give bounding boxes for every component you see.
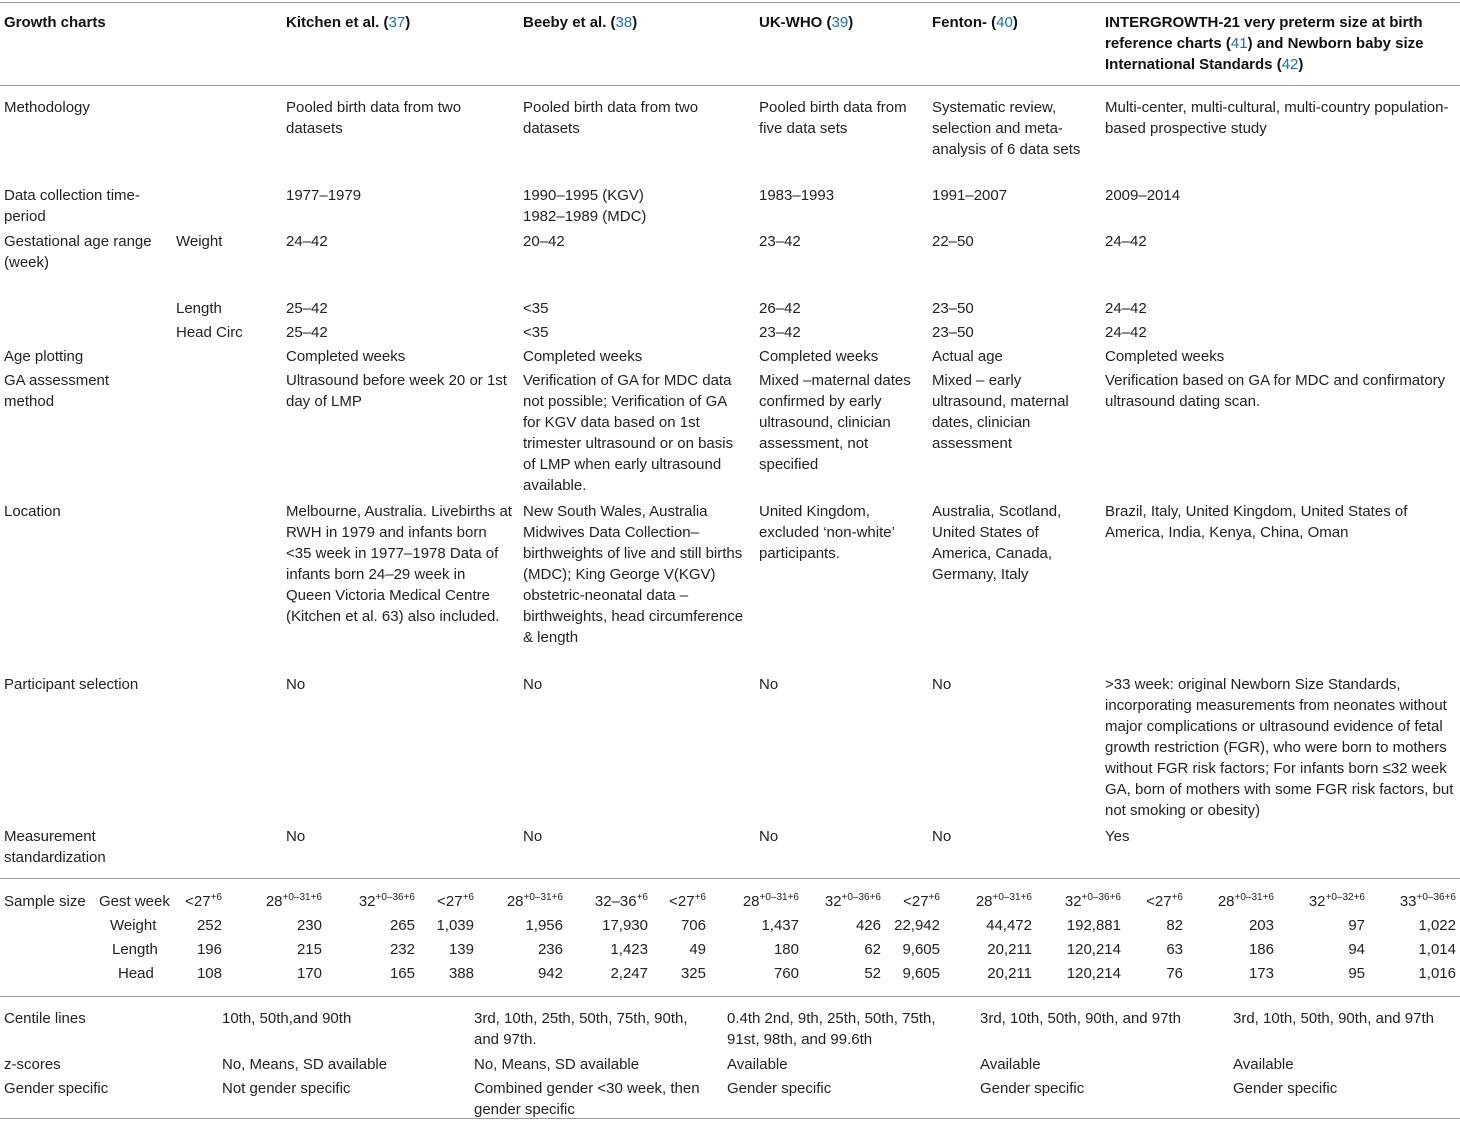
sample-length-cell: 180: [773, 941, 799, 958]
gest-col-base: 32: [1064, 893, 1082, 910]
measurement-kitchen: No: [286, 828, 306, 845]
sample-head-cell: 52: [864, 965, 881, 982]
sample-length-cell: 1,423: [610, 941, 648, 958]
age-plotting-kitchen: Completed weeks: [286, 348, 406, 365]
location-fenton: Australia, Scotland, United States of America, Canada, Germany, Italy: [932, 503, 1062, 583]
sample-head-cell: 942: [537, 965, 563, 982]
sample-weight-cell: 97: [1348, 917, 1365, 934]
sample-weight-cell: 1,022: [1418, 917, 1456, 934]
age-plotting-fenton: Actual age: [932, 348, 1003, 365]
sample-gest-week-label: Gest week: [99, 893, 170, 910]
location-ukwho: United Kingdom, excluded ‘non-white’ participants.: [759, 503, 895, 562]
ga-method-intergrowth: Verification based on GA for MDC and confirmatory ultrasound dating scan.: [1105, 372, 1446, 410]
sample-weight-cell: 706: [680, 917, 706, 934]
sample-head-cell: 170: [296, 965, 322, 982]
gest-col-sup: +6: [694, 892, 706, 903]
measurement-fenton: No: [932, 828, 952, 845]
sample-bottom-rule: [0, 996, 1460, 997]
gest-col-sup: +0–31+6: [282, 892, 322, 903]
measurement-beeby: No: [523, 828, 543, 845]
header-growth-charts: Growth charts: [4, 14, 106, 31]
gest-col-base: 28: [975, 893, 993, 910]
gender-beeby: Combined gender <30 week, then gender specific: [474, 1080, 700, 1118]
methodology-beeby: Pooled birth data from two datasets: [523, 99, 699, 137]
gender-ukwho: Gender specific: [727, 1080, 832, 1097]
methodology-fenton: Systematic review, selection and meta-analysis of 6 data sets: [932, 99, 1081, 158]
sample-length-cell: 62: [864, 941, 881, 958]
gest-col-sup: +0–36+6: [1416, 892, 1456, 903]
gest-col-base: 32: [1308, 893, 1326, 910]
collection-ukwho: 1983–1993: [759, 187, 835, 204]
sample-head-cell: 76: [1166, 965, 1183, 982]
zscores-kitchen: No, Means, SD available: [222, 1056, 388, 1073]
gest-col-base: 32–36: [594, 893, 637, 910]
row-label-data-collection: Data collection time-period: [4, 187, 140, 225]
sample-weight-cell: 230: [296, 917, 322, 934]
sample-weight-cell: 22,942: [894, 917, 940, 934]
gest-col-sup: +6: [1171, 892, 1183, 903]
sample-length-cell: 196: [196, 941, 222, 958]
ga-length-intergrowth: 24–42: [1105, 300, 1147, 317]
collection-fenton: 1991–2007: [932, 187, 1008, 204]
row-label-sample-size: Sample size: [4, 893, 86, 910]
ga-length-beeby: <35: [523, 300, 549, 317]
sample-weight-cell: 192,881: [1066, 917, 1121, 934]
participant-ukwho: No: [759, 676, 779, 693]
sample-weight-cell: 265: [389, 917, 415, 934]
sample-top-rule: [0, 878, 1460, 879]
ga-length-kitchen: 25–42: [286, 300, 328, 317]
ref-kitchen[interactable]: 37: [388, 14, 406, 31]
gest-col-sup: +6: [928, 892, 940, 903]
gest-col-sup: +0–36+6: [1081, 892, 1121, 903]
sample-weight-cell: 1,956: [525, 917, 563, 934]
row-label-participant-selection: Participant selection: [4, 676, 139, 693]
location-kitchen: Melbourne, Australia. Livebirths at RWH in 1979 and infants born <35 week in 1977–1978 Data of infants born 24–29 week in Queen Victoria Medical Centre (Kitchen et al. 63) also included.: [286, 503, 512, 625]
row-label-measurement-standardization: Measurement standardization: [4, 828, 106, 866]
ga-weight-intergrowth: 24–42: [1105, 233, 1147, 250]
zscores-intergrowth: Available: [1233, 1056, 1294, 1073]
gest-col-sup: +0–31+6: [759, 892, 799, 903]
ga-weight-fenton: 22–50: [932, 233, 974, 250]
ref-fenton[interactable]: 40: [996, 14, 1013, 31]
gest-col-base: <27: [669, 893, 695, 910]
zscores-beeby: No, Means, SD available: [474, 1056, 640, 1073]
ga-method-ukwho: Mixed –maternal dates confirmed by early ultrasound, clinician assessment, not specified: [759, 372, 911, 473]
ref-intergrowth-42[interactable]: 42: [1281, 56, 1299, 73]
table-top-rule: [0, 2, 1460, 3]
gest-col-base: 28: [1217, 893, 1235, 910]
table-bottom-rule: [0, 1118, 1460, 1119]
ga-method-fenton: Mixed – early ultrasound, maternal dates, clinician assessment: [932, 372, 1069, 452]
ref-ukwho[interactable]: 39: [831, 14, 849, 31]
measurement-intergrowth: Yes: [1105, 828, 1130, 845]
ga-head-intergrowth: 24–42: [1105, 324, 1147, 341]
gest-col-sup: +0–32+6: [1325, 892, 1365, 903]
sample-length-cell: 232: [389, 941, 415, 958]
age-plotting-intergrowth: Completed weeks: [1105, 348, 1225, 365]
sample-head-cell: 9,605: [902, 965, 940, 982]
gender-intergrowth: Gender specific: [1233, 1080, 1338, 1097]
centile-fenton: 3rd, 10th, 50th, 90th, and 97th: [980, 1010, 1181, 1027]
zscores-fenton: Available: [980, 1056, 1041, 1073]
ga-head-kitchen: 25–42: [286, 324, 328, 341]
sample-head-cell: 760: [773, 965, 799, 982]
sample-head-cell: 120,214: [1066, 965, 1121, 982]
ga-head-ukwho: 23–42: [759, 324, 801, 341]
gest-col-base: <27: [185, 893, 211, 910]
header-kitchen: Kitchen et al. (37): [286, 14, 411, 31]
gest-col-sup: +0–31+6: [992, 892, 1032, 903]
participant-fenton: No: [932, 676, 952, 693]
row-label-age-plotting: Age plotting: [4, 348, 84, 365]
methodology-intergrowth: Multi-center, multi-cultural, multi-country population-based prospective study: [1105, 99, 1449, 137]
gest-col-sup: +6: [636, 892, 648, 903]
sample-weight-cell: 82: [1166, 917, 1183, 934]
row-label-ga-range: Gestational age range (week): [4, 233, 152, 271]
sample-length-cell: 1,014: [1418, 941, 1456, 958]
gest-col-base: <27: [1146, 893, 1172, 910]
location-intergrowth: Brazil, Italy, United Kingdom, United States of America, India, Kenya, China, Oman: [1105, 503, 1408, 541]
ga-sub-head: Head Circ: [176, 324, 243, 341]
sample-weight-cell: 252: [196, 917, 222, 934]
sample-length-label: Length: [112, 941, 158, 958]
location-beeby: New South Wales, Australia Midwives Data Collection–birthweights of live and still births (MDC); King George V(KGV) obstetric-neonatal data – birthweights, head circumference & length: [523, 503, 744, 646]
gest-col-sup: +6: [210, 892, 222, 903]
centile-intergrowth: 3rd, 10th, 50th, 90th, and 97th: [1233, 1010, 1434, 1027]
gest-col-base: <27: [903, 893, 929, 910]
ga-head-beeby: <35: [523, 324, 549, 341]
collection-kitchen: 1977–1979: [286, 187, 362, 204]
gest-col-base: 32: [358, 893, 376, 910]
measurement-ukwho: No: [759, 828, 779, 845]
row-label-location: Location: [4, 503, 61, 520]
row-label-ga-method: GA assessment method: [4, 372, 110, 410]
sample-head-cell: 2,247: [610, 965, 648, 982]
collection-intergrowth: 2009–2014: [1105, 187, 1181, 204]
sample-length-cell: 236: [537, 941, 563, 958]
participant-kitchen: No: [286, 676, 306, 693]
ref-beeby[interactable]: 38: [615, 14, 633, 31]
centile-ukwho: 0.4th 2nd, 9th, 25th, 50th, 75th, 91st, 98th, and 99.6th: [727, 1010, 936, 1048]
gest-col-base: 28: [742, 893, 760, 910]
collection-beeby-mdc: 1982–1989 (MDC): [523, 208, 647, 225]
sample-weight-cell: 1,039: [436, 917, 474, 934]
collection-beeby-kgv: 1990–1995 (KGV): [523, 187, 644, 204]
age-plotting-ukwho: Completed weeks: [759, 348, 879, 365]
sample-length-cell: 120,214: [1066, 941, 1121, 958]
methodology-kitchen: Pooled birth data from two datasets: [286, 99, 462, 137]
gender-kitchen: Not gender specific: [222, 1080, 351, 1097]
zscores-ukwho: Available: [727, 1056, 788, 1073]
ga-weight-beeby: 20–42: [523, 233, 565, 250]
sample-weight-cell: 1,437: [761, 917, 799, 934]
gest-col-base: 33: [1399, 893, 1417, 910]
ga-weight-ukwho: 23–42: [759, 233, 801, 250]
sample-length-cell: 94: [1348, 941, 1365, 958]
participant-intergrowth: >33 week: original Newborn Size Standards, incorporating measurements from neonates without major complications or ultrasound evidence of fetal growth restriction (FGR), who were born to mothers without FGR risk factors; For infants born ≤32 week GA, born of mothers with some FGR risk factors, but not smoking or obesity): [1105, 676, 1454, 819]
ga-length-fenton: 23–50: [932, 300, 974, 317]
sample-length-cell: 63: [1166, 941, 1183, 958]
sample-length-cell: 186: [1248, 941, 1274, 958]
gest-col-base: <27: [437, 893, 463, 910]
row-label-centile-lines: Centile lines: [4, 1010, 86, 1027]
sample-head-cell: 165: [389, 965, 415, 982]
sample-length-cell: 49: [689, 941, 706, 958]
centile-beeby: 3rd, 10th, 25th, 50th, 75th, 90th, and 97th.: [474, 1010, 688, 1048]
sample-length-cell: 9,605: [902, 941, 940, 958]
participant-beeby: No: [523, 676, 543, 693]
gest-col-base: 28: [506, 893, 524, 910]
sample-gest-col-16: [1346, 891, 1456, 912]
ga-weight-kitchen: 24–42: [286, 233, 328, 250]
ga-method-kitchen: Ultrasound before week 20 or 1st day of LMP: [286, 372, 507, 410]
ref-intergrowth-41[interactable]: 41: [1230, 35, 1248, 52]
sample-weight-cell: 17,930: [602, 917, 648, 934]
sample-length-cell: 20,211: [987, 941, 1032, 958]
gest-col-sup: +0–36+6: [375, 892, 415, 903]
sample-weight-cell: 426: [855, 917, 881, 934]
gender-fenton: Gender specific: [980, 1080, 1085, 1097]
sample-head-cell: 1,016: [1418, 965, 1456, 982]
gest-col-sup: +6: [462, 892, 474, 903]
gest-col-base: 32: [824, 893, 842, 910]
sample-length-cell: 215: [296, 941, 322, 958]
header-bottom-rule: [0, 85, 1460, 86]
sample-head-cell: 20,211: [987, 965, 1032, 982]
sample-length-cell: 139: [448, 941, 474, 958]
ga-method-beeby: Verification of GA for MDC data not possible; Verification of GA for KGV data based on 1st trimester ultrasound or on basis of LMP when early ultrasound available.: [523, 372, 734, 494]
sample-head-label: Head: [118, 965, 154, 982]
ga-head-fenton: 23–50: [932, 324, 974, 341]
age-plotting-beeby: Completed weeks: [523, 348, 643, 365]
row-label-z-scores: z-scores: [4, 1056, 61, 1073]
row-label-methodology: Methodology: [4, 99, 90, 116]
sample-head-cell: 108: [196, 965, 222, 982]
sample-gest-col-1: [112, 891, 222, 912]
header-ukwho: UK-WHO (39): [759, 14, 854, 31]
sample-head-cell: 388: [448, 965, 474, 982]
sample-weight-cell: 203: [1248, 917, 1274, 934]
ga-sub-length: Length: [176, 300, 222, 317]
gest-col-base: 28: [265, 893, 283, 910]
header-fenton: Fenton- (40): [932, 14, 1018, 31]
row-label-gender-specific: Gender specific: [4, 1080, 109, 1097]
gest-col-sup: +0–36+6: [841, 892, 881, 903]
ga-sub-weight: Weight: [176, 233, 223, 250]
gest-col-sup: +0–31+6: [523, 892, 563, 903]
sample-head-cell: 325: [680, 965, 706, 982]
methodology-ukwho: Pooled birth data from five data sets: [759, 99, 907, 137]
header-intergrowth: INTERGROWTH-21 very preterm size at birth reference charts (41) and Newborn baby size International Standards (42): [1105, 14, 1424, 73]
sample-weight-label: Weight: [110, 917, 157, 934]
sample-weight-cell: 44,472: [986, 917, 1032, 934]
ga-length-ukwho: 26–42: [759, 300, 801, 317]
sample-head-cell: 95: [1348, 965, 1365, 982]
gest-col-sup: +0–31+6: [1234, 892, 1274, 903]
header-beeby: Beeby et al. (38): [523, 14, 638, 31]
sample-head-cell: 173: [1248, 965, 1274, 982]
centile-kitchen: 10th, 50th,and 90th: [222, 1010, 352, 1027]
